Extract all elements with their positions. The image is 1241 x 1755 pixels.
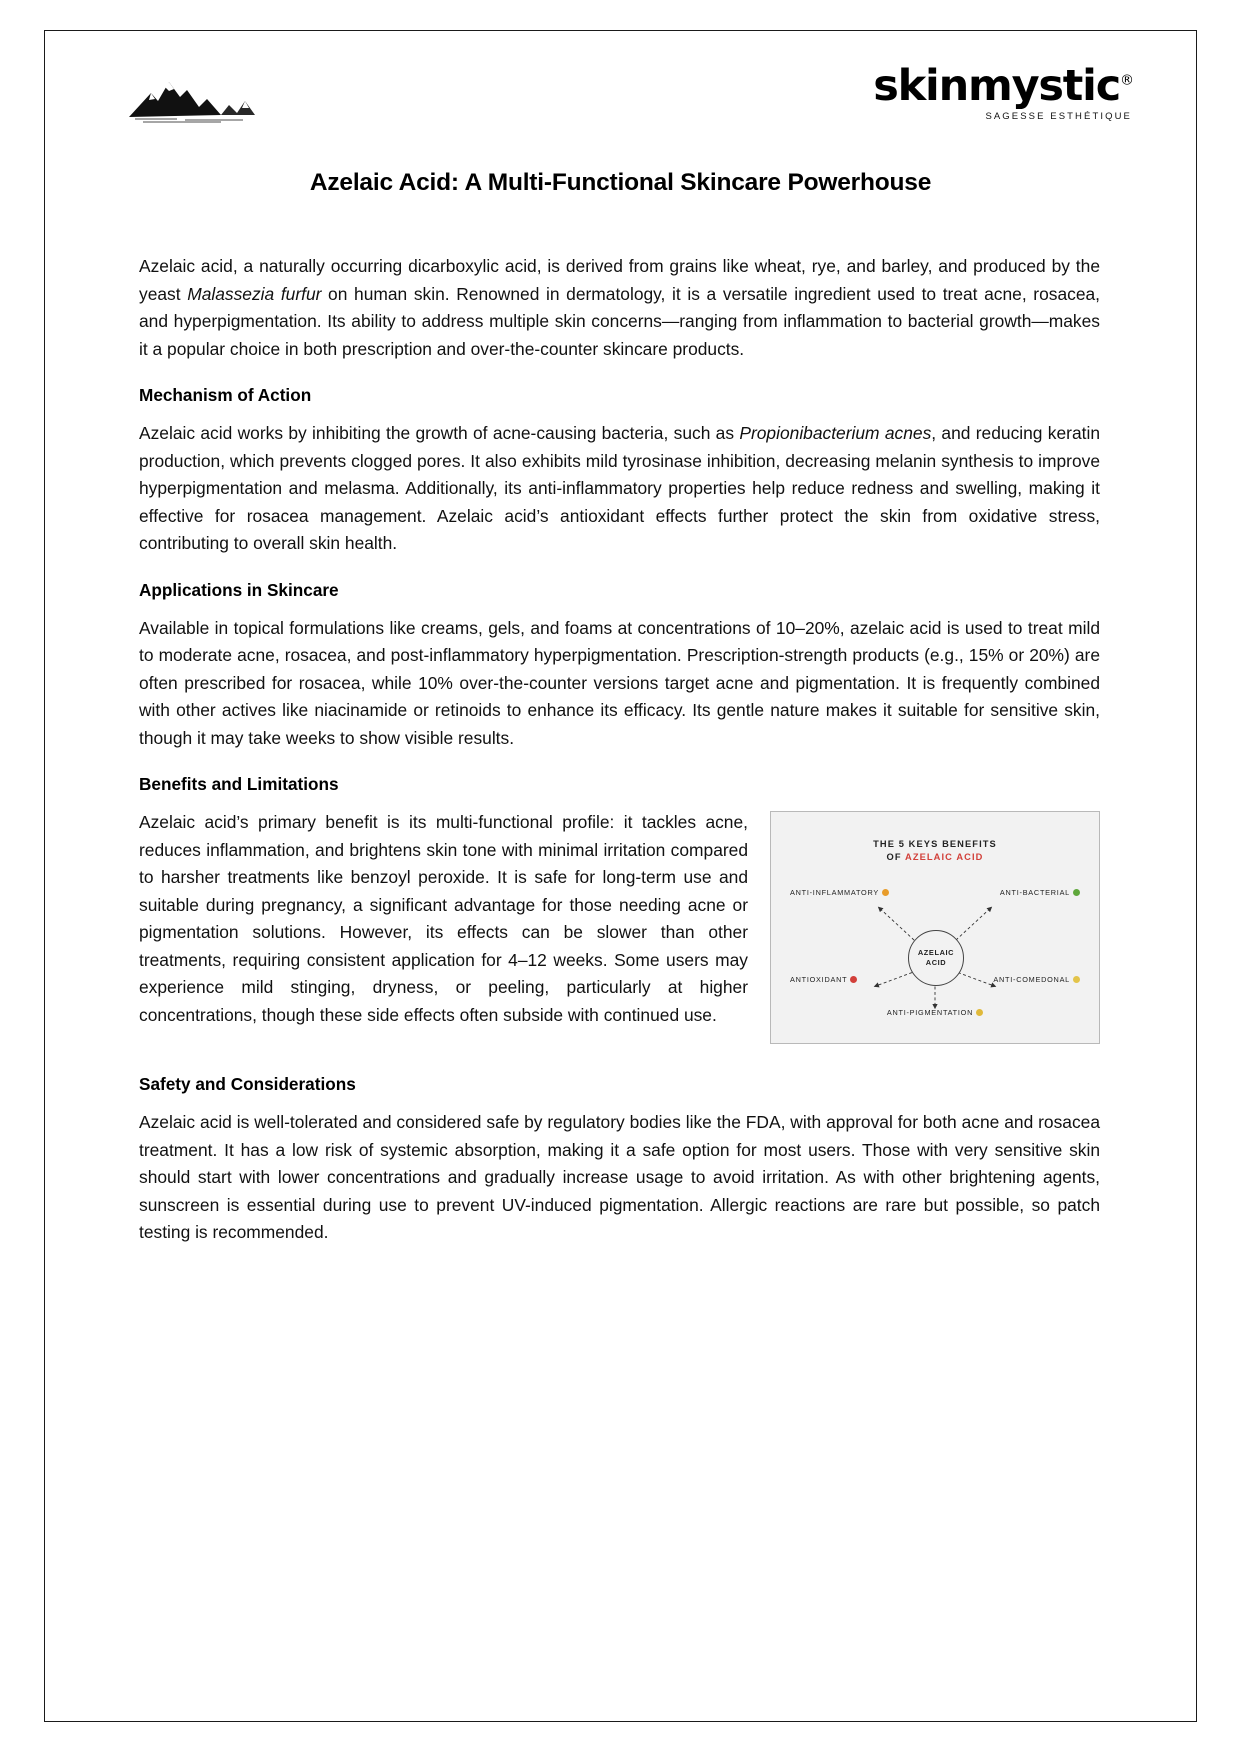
- document-body: [89, 253, 1152, 1247]
- benefit-dot-icon: [882, 889, 889, 896]
- benefit-dot-icon: [1073, 889, 1080, 896]
- page-title: Azelaic Acid: A Multi-Functional Skincare Powerhouse: [309, 169, 932, 196]
- diagram-label-antioxidant: ANTIOXIDANT: [790, 975, 857, 984]
- page-content: [45, 31, 1196, 1721]
- section-heading-safety: Safety and Considerations: [139, 1074, 356, 1094]
- mechanism-text-2: , and reducing keratin production, which prevents clogged pores. It also exhibits mild tyrosinase inhibition, decreasing melanin synthesis to improve hyperpigmentation and melasma. Additionally, its anti-inflammatory properties help reduce redness and swelling, making it effective for rosacea management. Azelaic acid’s antioxidant effects further protect the skin from oxidative stress, contributing to overall skin health.: [139, 423, 1100, 553]
- diagram-label-anti-inflammatory: ANTI-INFLAMMATORY: [790, 888, 889, 897]
- section-heading-applications: Applications in Skincare: [139, 579, 339, 600]
- section-heading-benefits: Benefits and Limitations: [139, 774, 339, 794]
- registered-mark-icon: ®: [1120, 72, 1134, 89]
- intro-paragraph: [139, 253, 1100, 363]
- benefits-block: [139, 809, 1100, 1052]
- section-body-mechanism: [139, 420, 1100, 558]
- diagram-label-anti-bacterial: ANTI-BACTERIAL: [1000, 888, 1080, 897]
- brand-name: skinmystic®: [873, 61, 1134, 111]
- section-body-applications: Available in topical formulations like creams, gels, and foams at concentrations of 10–20%, azelaic acid is used to treat mild to moderate acne, rosacea, and post-inflammatory hyperpigmentation. Prescription-strength products (e.g., 15% or 20%) are often prescribed for rosacea, while 10% over-the-counter versions target acne and pigmentation. It is frequently combined with other actives like niacinamide or retinoids to enhance its efficacy. Its gentle nature makes it suitable for sensitive skin, though it may take weeks to show visible results.: [139, 617, 1100, 748]
- diagram-center-node: [908, 930, 964, 986]
- section-body-benefits: Azelaic acid’s primary benefit is its multi-functional profile: it tackles acne, reduces inflammation, and brightens skin tone with minimal irritation compared to harsher treatments like benzoyl peroxide. It is safe for long-term use and suitable during pregnancy, a significant advantage for those needing acne or pigmentation solutions. However, its effects can be slower than other treatments, requiring consistent application for 4–12 weeks. Some users may experience mild stinging, dryness, or peeling, particularly at higher concentrations, though these side effects often subside with continued use.: [139, 812, 748, 1025]
- mechanism-text-1: Azelaic acid works by inhibiting the growth of acne-causing bacteria, such as: [139, 423, 740, 443]
- benefit-dot-icon: [976, 1009, 983, 1016]
- intro-italic-term: Malassezia furfur: [187, 283, 322, 304]
- section-heading-mechanism: Mechanism of Action: [139, 385, 312, 405]
- center-label-line2: ACID: [925, 958, 947, 967]
- diagram-title-accent: AZELAIC ACID: [905, 852, 984, 862]
- brand-logo: [873, 61, 1134, 122]
- section-body-safety: Azelaic acid is well-tolerated and considered safe by regulatory bodies like the FDA, with approval for both acne and rosacea treatment. It has a low risk of systemic absorption, making it a safe option for most users. Those with very sensitive skin should start with lower concentrations and gradually increase usage to avoid irritation. As with other brightening agents, sunscreen is essential during use to prevent UV-induced pigmentation. Allergic reactions are rare but possible, so patch testing is recommended.: [139, 1112, 1100, 1242]
- mechanism-italic-term: Propionibacterium acnes: [739, 423, 932, 443]
- diagram-label-anti-comedonal: ANTI-COMEDONAL: [993, 975, 1080, 984]
- center-label-line1: AZELAIC: [917, 948, 955, 958]
- mountain-range-logo-icon: [125, 63, 275, 125]
- diagram-title-line1: THE 5 KEYS BENEFITS: [873, 839, 997, 849]
- intro-text-1: Azelaic acid, a naturally occurring dicarboxylic acid, is derived from grains like wheat, rye, and barley, and produced by the yeast: [139, 256, 1100, 304]
- benefit-dot-icon: [850, 976, 857, 983]
- diagram-label-anti-pigmentation: ANTI-PIGMENTATION: [771, 1008, 1099, 1017]
- page-header: [89, 57, 1152, 143]
- benefit-dot-icon: [1073, 976, 1080, 983]
- benefits-diagram: [770, 811, 1100, 1044]
- brand-tagline: SAGESSE ESTHÉTIQUE: [985, 111, 1132, 122]
- diagram-title-line2: OF AZELAIC ACID: [886, 852, 984, 862]
- document-page: [44, 30, 1197, 1722]
- intro-text-2: on human skin. Renowned in dermatology, it is a versatile ingredient used to treat acne, rosacea, and hyperpigmentation. Its ability to address multiple skin concerns—ranging from inflammation to bacterial growth—makes it a popular choice in both prescription and over-the-counter skincare products.: [139, 283, 1100, 359]
